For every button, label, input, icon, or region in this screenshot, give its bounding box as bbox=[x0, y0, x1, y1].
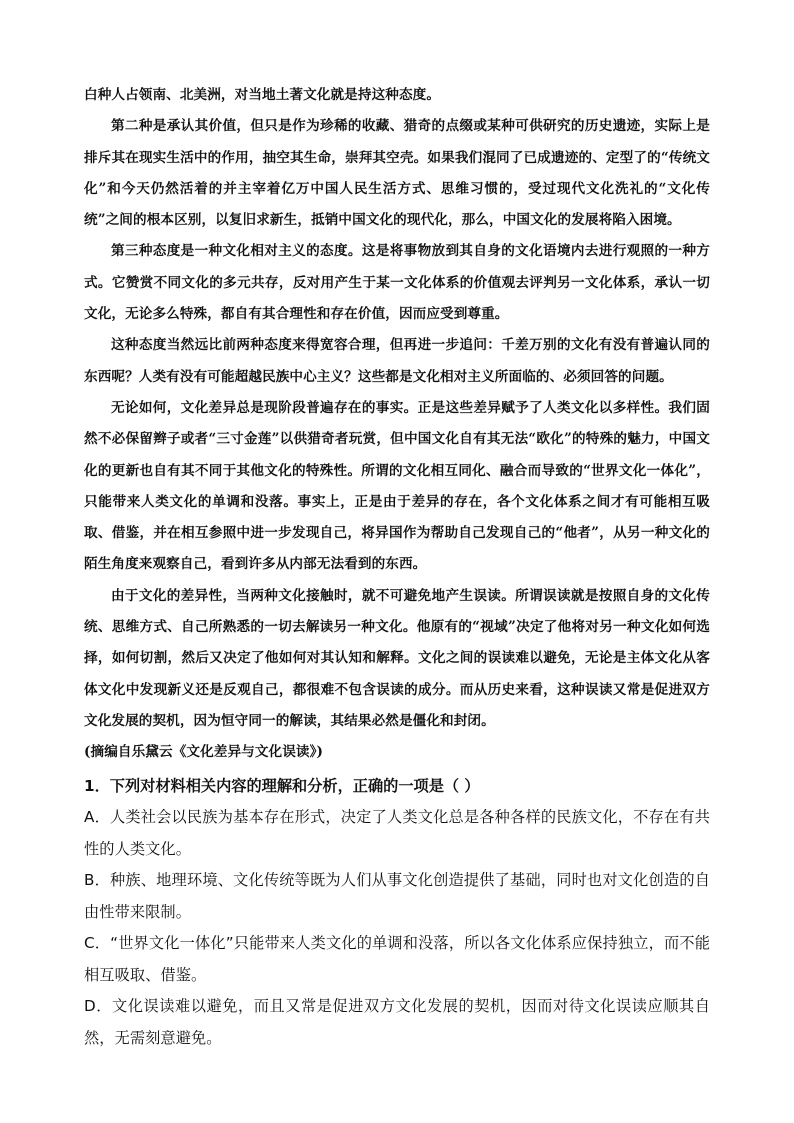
option-b: B．种族、地理环境、文化传统等既为人们从事文化创造提供了基础，同时也对文化创造的自由性带来限制。 bbox=[84, 871, 710, 921]
passage-paragraph-5: 无论如何，文化差异总是现阶段普遍存在的事实。正是这些差异赋予了人类文化以多样性。我们固然不必保留辫子或者“三寸金莲”以供猎奇者玩赏，但中国文化自有其无法“欧化”的特殊的魅力，中国文化的更新也自有其不同于其他文化的特殊性。所谓的文化相互同化、融合而导致的“世界文化一体化”，只能带来人类文化的单调和没落。事实上，正是由于差异的存在，各个文化体系之间才有可能相互吸取、借鉴，并在相互参照中进一步发现自己，将异国作为帮助自己发现自己的“他者”，从另一种文化的陌生角度来观察自己，看到许多从内部无法看到的东西。 bbox=[84, 399, 710, 573]
question-1 bbox=[84, 771, 710, 1055]
question-stem: 1．下列对材料相关内容的理解和分析，正确的一项是（ ） bbox=[84, 776, 480, 795]
passage-paragraph-4: 这种态度当然远比前两种态度来得宽容合理，但再进一步追问：千差万别的文化有没有普遍认同的东西呢？人类有没有可能超越民族中心主义？这些都是文化相对主义所面临的、必须回答的问题。 bbox=[84, 337, 710, 385]
passage-paragraph-1: 白种人占领南、北美洲，对当地土著文化就是持这种态度。 bbox=[84, 87, 441, 103]
option-d: D．文化误读难以避免，而且又常是促进双方文化发展的契机，因而对待文化误读应顺其自然，无需刻意避免。 bbox=[84, 997, 710, 1047]
option-a: A．人类社会以民族为基本存在形式，决定了人类文化总是各种各样的民族文化，不存在有共性的人类文化。 bbox=[84, 808, 710, 858]
passage-source: (摘编自乐黛云《文化差异与文化误读》) bbox=[84, 744, 324, 761]
passage-paragraph-2: 第二种是承认其价值，但只是作为珍稀的收藏、猎奇的点缀或某种可供研究的历史遗迹，实际上是排斥其在现实生活中的作用，抽空其生命，崇拜其空壳。如果我们混同了已成遗迹的、定型了的“传统文化”和今天仍然活着的并主宰着亿万中国人民生活方式、思维习惯的，受过现代文化洗礼的“文化传统”之间的根本区别，以复旧求新生，抵销中国文化的现代化，那么，中国文化的发展将陷入困境。 bbox=[84, 118, 710, 229]
option-c: C．“世界文化一体化”只能带来人类文化的单调和没落，所以各文化体系应保持独立，而不能相互吸取、借鉴。 bbox=[84, 934, 710, 984]
reading-passage bbox=[84, 80, 710, 769]
passage-paragraph-3: 第三种态度是一种文化相对主义的态度。这是将事物放到其自身的文化语境内去进行观照的一种方式。它赞赏不同文化的多元共存，反对用产生于某一文化体系的价值观去评判另一文化体系，承认一切文化，无论多么特殊，都自有其合理性和存在价值，因而应受到尊重。 bbox=[84, 243, 710, 323]
passage-paragraph-6: 由于文化的差异性，当两种文化接触时，就不可避免地产生误读。所谓误读就是按照自身的文化传统、思维方式、自己所熟悉的一切去解读另一种文化。他原有的“视域”决定了他将对另一种文化如何选择，如何切割，然后又决定了他如何对其认知和解释。文化之间的误读难以避免，无论是主体文化从客体文化中发现新义还是反观自己，都很难不包含误读的成分。而从历史来看，这种误读又常是促进双方文化发展的契机，因为恒守同一的解读，其结果必然是僵化和封闭。 bbox=[84, 587, 710, 729]
